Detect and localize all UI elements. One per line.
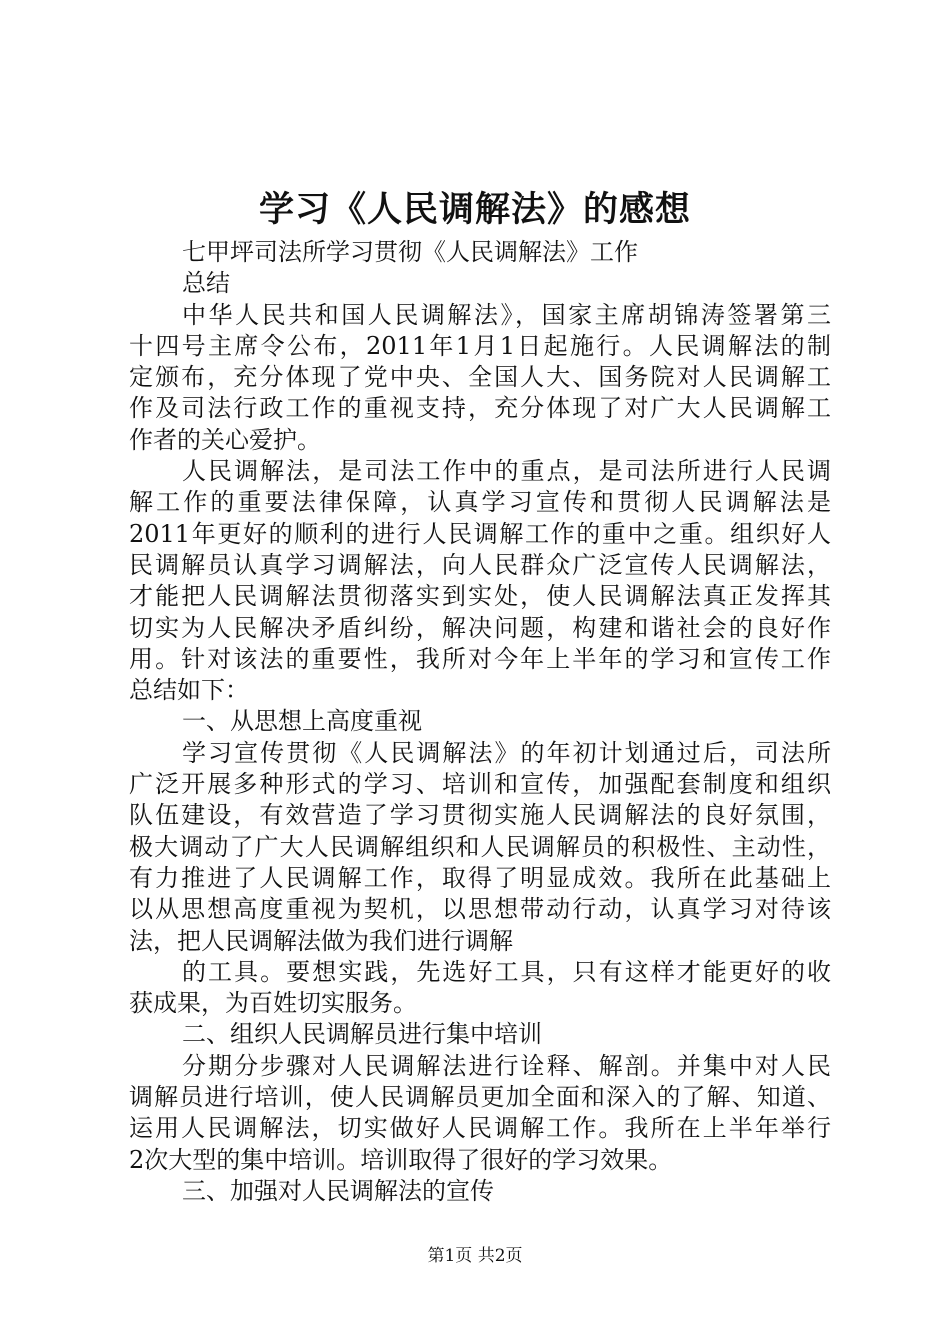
body-text-line: 分期分步骤对人民调解法进行诠释、解剖。并集中对人民 (182, 1051, 831, 1080)
body-text-line: 才能把人民调解法贯彻落实到实处，使人民调解法真正发挥其 (129, 582, 831, 611)
body-text-line: 队伍建设，有效营造了学习贯彻实施人民调解法的良好氛围， (129, 801, 831, 830)
body-text-line: 运用人民调解法，切实做好人民调解工作。我所在上半年举行 (129, 1114, 831, 1143)
body-text-line: 学习宣传贯彻《人民调解法》的年初计划通过后，司法所 (182, 738, 831, 767)
body-text-line: 广泛开展多种形式的学习、培训和宣传，加强配套制度和组织 (129, 770, 831, 799)
body-text-line: 十四号主席令公布，2011年1月1日起施行。人民调解法的制 (129, 331, 831, 360)
body-text-line: 一、从思想上高度重视 (182, 707, 422, 736)
document-title: 学习《人民调解法》的感想 (258, 189, 691, 230)
body-text-line: 民调解员认真学习调解法，向人民群众广泛宣传人民调解法， (129, 550, 831, 579)
body-text-line: 有力推进了人民调解工作，取得了明显成效。我所在此基础上 (129, 863, 831, 892)
body-text-line: 总结 (182, 269, 230, 298)
page-footer: 第1页 共2页 (427, 1246, 523, 1266)
body-text-line: 极大调动了广大人民调解组织和人民调解员的积极性、主动性， (129, 832, 831, 861)
body-text-line: 切实为人民解决矛盾纠纷，解决问题，构建和谐社会的良好作 (129, 613, 831, 642)
body-text-line: 三、加强对人民调解法的宣传 (182, 1176, 494, 1205)
body-text-line: 2次大型的集中培训。培训取得了很好的学习效果。 (129, 1145, 673, 1174)
body-text-line: 调解员进行培训，使人民调解员更加全面和深入的了解、知道、 (129, 1083, 831, 1112)
body-text-line: 定颁布，充分体现了党中央、全国人大、国务院对人民调解工 (129, 363, 831, 392)
body-text-line: 法，把人民调解法做为我们进行调解 (129, 926, 513, 955)
body-text-line: 作者的关心爱护。 (129, 425, 321, 454)
body-text-line: 总结如下： (129, 676, 249, 705)
body-text-line: 以从思想高度重视为契机，以思想带动行动，认真学习对待该 (129, 895, 831, 924)
body-text-line: 人民调解法，是司法工作中的重点，是司法所进行人民调 (182, 457, 831, 486)
body-text-line: 作及司法行政工作的重视支持，充分体现了对广大人民调解工 (129, 394, 831, 423)
body-text-line: 获成果，为百姓切实服务。 (129, 989, 417, 1018)
document-body (129, 237, 831, 1207)
body-text-line: 二、组织人民调解员进行集中培训 (182, 1020, 542, 1049)
body-text-line: 解工作的重要法律保障，认真学习宣传和贯彻人民调解法是 (129, 488, 831, 517)
body-text-line: 的工具。要想实践，先选好工具，只有这样才能更好的收 (182, 957, 831, 986)
body-text-line: 中华人民共和国人民调解法》，国家主席胡锦涛签署第三 (182, 300, 831, 329)
body-text-line: 用。针对该法的重要性，我所对今年上半年的学习和宣传工作 (129, 644, 831, 673)
body-text-line: 2011年更好的顺利的进行人民调解工作的重中之重。组织好人 (129, 519, 831, 548)
body-text-line: 七甲坪司法所学习贯彻《人民调解法》工作 (182, 238, 638, 266)
